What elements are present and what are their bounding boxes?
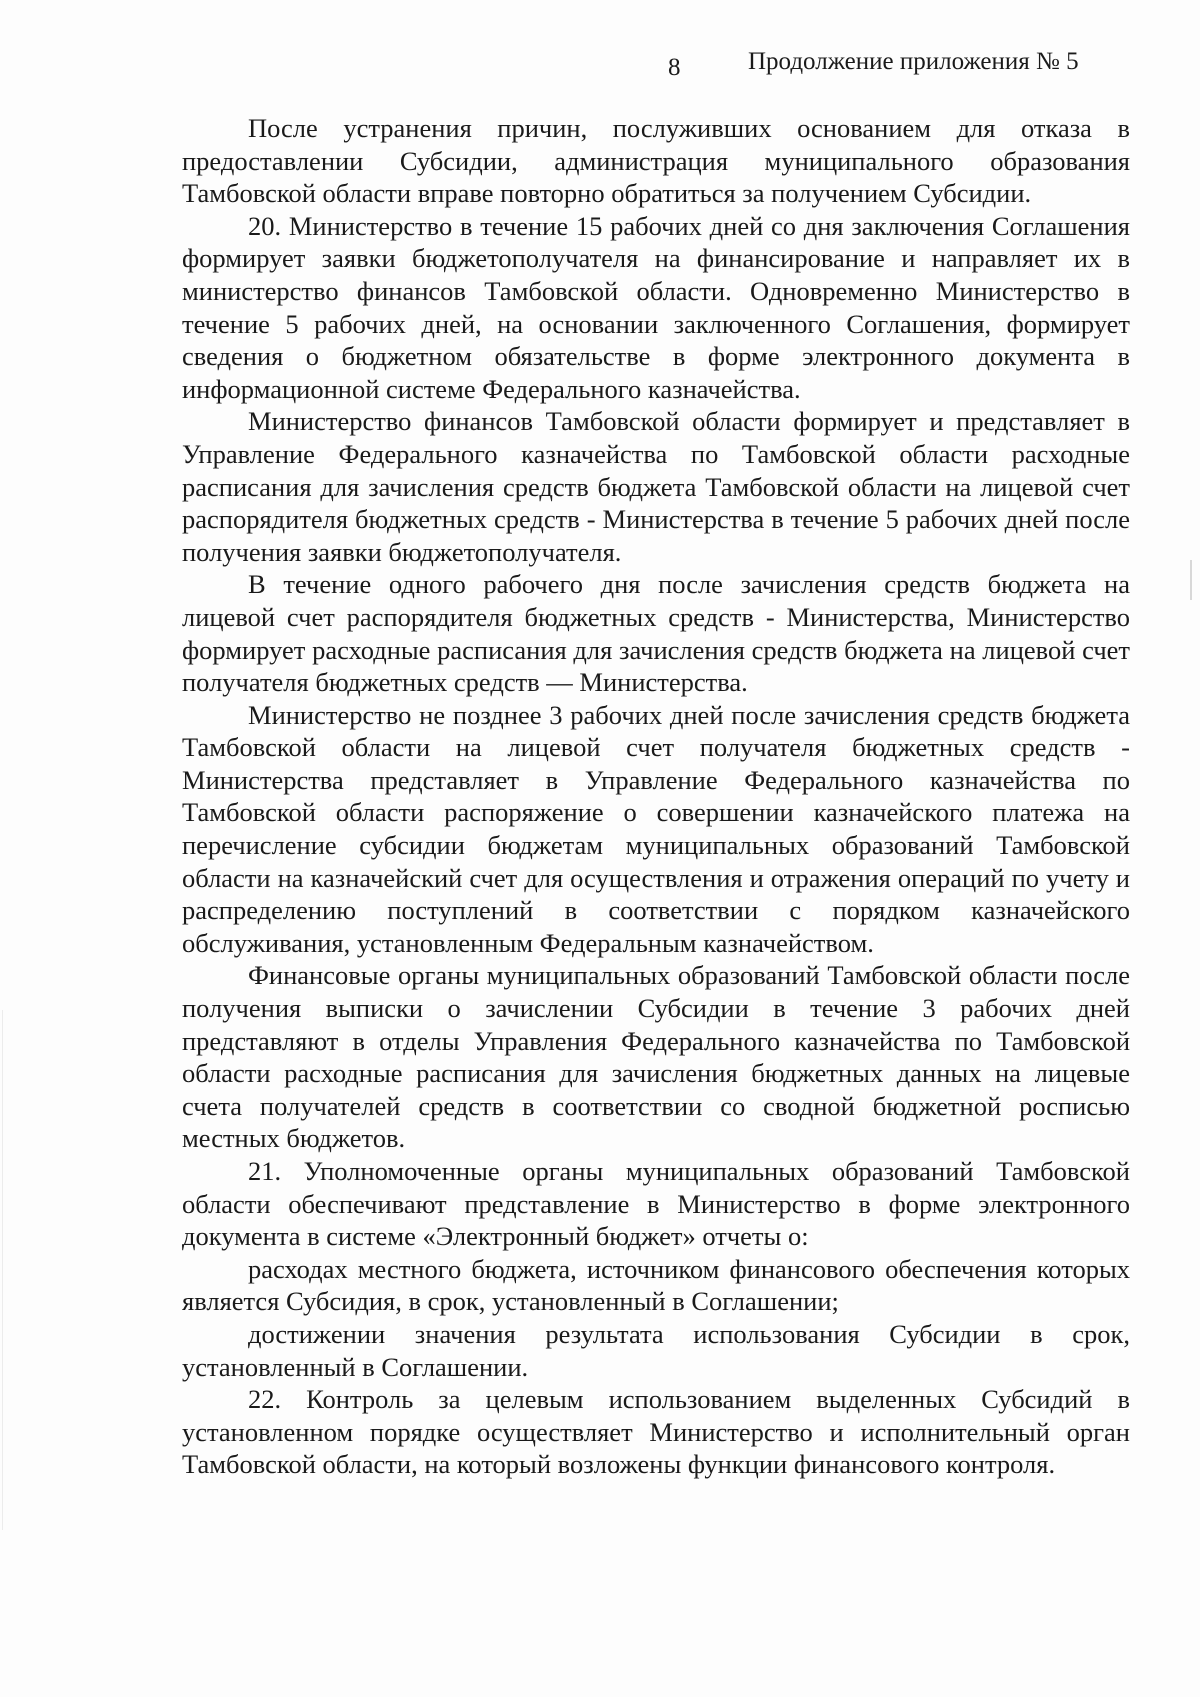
paragraph-one-working-day: В течение одного рабочего дня после зачисления средств бюджета на лицевой счет распорядителя бюджетных средств - Министерства, Министерство формирует расходные расписания для зачисления средств бюджета на лицевой счет получателя бюджетных средств — Министерства.	[182, 569, 1130, 698]
paragraph-expenses-report: расходах местного бюджета, источником финансового обеспечения которых является Субсидия, в срок, установленный в Соглашении;	[182, 1253, 1130, 1317]
paragraph-finance-ministry: Министерство финансов Тамбовской области формирует и представляет в Управление Федерального казначейства по Тамбовской области расходные расписания для зачисления средств бюджета Тамбовской области на лицевой счет распорядителя бюджетных средств - Министерства в течение 5 рабочих дней после получения заявки бюджетополучателя.	[182, 406, 1130, 567]
scan-artifact-right	[1190, 560, 1192, 600]
document-body	[182, 112, 1130, 1481]
paragraph-municipal-finance-bodies: Финансовые органы муниципальных образований Тамбовской области после получения выписки о зачислении Субсидии в течение 3 рабочих дней представляют в отделы Управления Федерального казначейства по Тамбовской области расходные расписания для зачисления бюджетных данных на лицевые счета получателей средств в соответствии со сводной бюджетной росписью местных бюджетов.	[182, 960, 1130, 1154]
page-header	[0, 48, 1200, 88]
paragraph-treasury-payment: Министерство не позднее 3 рабочих дней после зачисления средств бюджета Тамбовской области на лицевой счет получателя бюджетных средств - Министерства представляет в Управление Федерального казначейства по Тамбовской области распоряжение о совершении казначейского платежа на перечисление субсидии бюджетам муниципальных образований Тамбовской области на казначейский счет для осуществления и отражения операций по учету и распределению поступлений в соответствии с порядком казначейского обслуживания, установленным Федеральным казначейством.	[182, 699, 1130, 958]
paragraph-result-report: достижении значения результата использования Субсидии в срок, установленный в Соглашении.	[182, 1318, 1130, 1382]
page-number: 8	[668, 54, 681, 81]
paragraph-clause-22: 22. Контроль за целевым использованием выделенных Субсидий в установленном порядке осуществляет Министерство и исполнительный орган Тамбовской области, на который возложены функции финансового контроля.	[182, 1384, 1130, 1480]
scan-artifact-left	[2, 1010, 3, 1530]
paragraph-resubmission: После устранения причин, послуживших основанием для отказа в предоставлении Субсидии, администрация муниципального образования Тамбовской области вправе повторно обратиться за получением Субсидии.	[182, 113, 1130, 209]
paragraph-clause-21: 21. Уполномоченные органы муниципальных образований Тамбовской области обеспечивают представление в Министерство в форме электронного документа в системе «Электронный бюджет» отчеты о:	[182, 1156, 1130, 1252]
paragraph-clause-20: 20. Министерство в течение 15 рабочих дней со дня заключения Соглашения формирует заявки бюджетополучателя на финансирование и направляет их в министерство финансов Тамбовской области. Одновременно Министерство в течение 5 рабочих дней, на основании заключенного Соглашения, формирует сведения о бюджетном обязательстве в форме электронного документа в информационной системе Федерального казначейства.	[182, 210, 1130, 404]
appendix-continuation-title: Продолжение приложения № 5	[748, 48, 1079, 75]
